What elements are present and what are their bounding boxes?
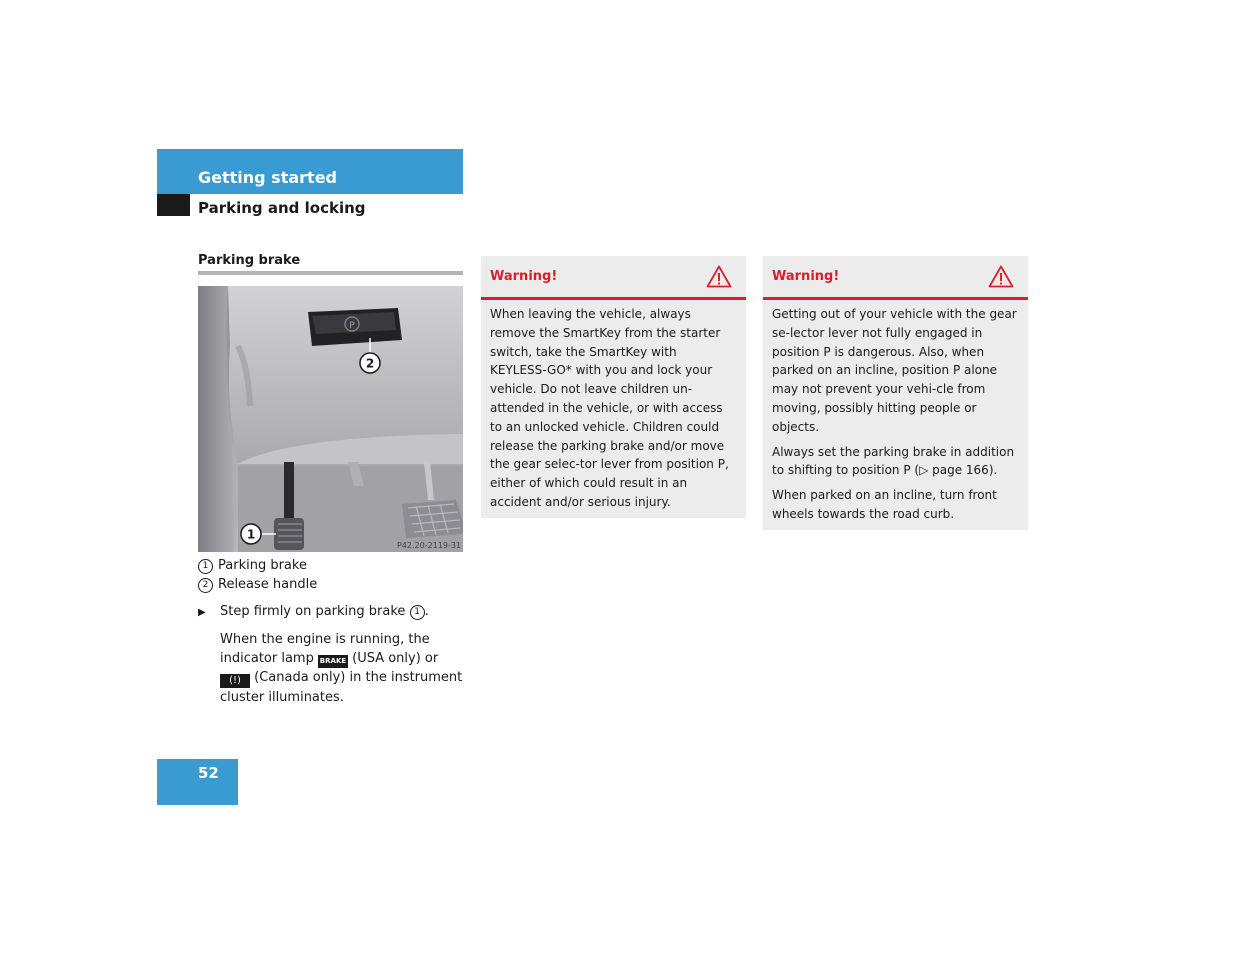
warning-header [763,256,1028,300]
warning-header [481,256,746,300]
instruction-step [198,603,463,622]
callout-1 [240,523,262,545]
parking-brake-figure [198,286,463,552]
warning-text [763,300,1028,530]
brake-lamp-icon: BRAKE [318,655,348,668]
step-ref-number: 1 [410,605,425,620]
callout-2 [359,352,381,374]
warning-text [481,300,746,518]
indicator-paragraph [220,630,463,707]
section-marker [157,194,190,216]
warning-paragraph: Always set the parking brake in addition to shifting to position P (▷ page 166). [772,444,1015,478]
parking-brake-heading: Parking brake [198,253,301,268]
warning-triangle-icon [988,265,1014,288]
section-title: Parking and locking [198,199,366,217]
warning-paragraph: Getting out of your vehicle with the gear se-lector lever not fully engaged in position P is dangerous. Also, when parked on an incline, position P alone may not prevent your vehi-cle from moving, possibly hitting people or objects. [772,307,1017,434]
callout-1-label: 1 [246,527,256,542]
heading-rule [198,271,463,275]
legend-item [198,576,463,594]
step-arrow-icon: ▶ [198,607,206,618]
canada-lamp-icon: (!) [220,674,250,688]
para-text-c: (Canada only) in the instrument cluster illuminates. [220,670,463,705]
legend-number: 2 [198,578,213,593]
para-text-b: (USA only) or [347,651,439,666]
warning-paragraph: When leaving the vehicle, always remove the SmartKey from the starter switch, take the SmartKey with KEYLESS-GO* with you and lock your vehicle. Do not leave children un-attended in the vehicle, or with access to an unlocked vehicle. Children could release the parking brake and/or move the gear selec-tor lever from position P, either of which could result in an accident and/or serious injury. [490,307,729,509]
warning-box-1 [481,256,746,518]
page-number: 52 [198,764,219,782]
warning-label: Warning! [772,269,840,284]
callout-2-label: 2 [365,356,375,371]
step-end: . [424,604,429,619]
legend-number: 1 [198,559,213,574]
footwell-illustration [198,286,463,552]
warning-box-2 [763,256,1028,530]
legend-item [198,557,463,575]
warning-label: Warning! [490,269,558,284]
step-text: Step firmly on parking brake [220,604,410,619]
warning-paragraph: When parked on an incline, turn front wheels towards the road curb. [772,488,997,521]
warning-triangle-icon [706,265,732,288]
figure-code: P42.20-2119-31 [396,541,461,550]
legend-label: Parking brake [218,558,307,573]
para-text-a: When the engine is running, the indicator lamp [220,632,430,666]
legend-label: Release handle [218,577,318,592]
chapter-title: Getting started [198,168,337,187]
svg-text:P: P [349,321,355,331]
